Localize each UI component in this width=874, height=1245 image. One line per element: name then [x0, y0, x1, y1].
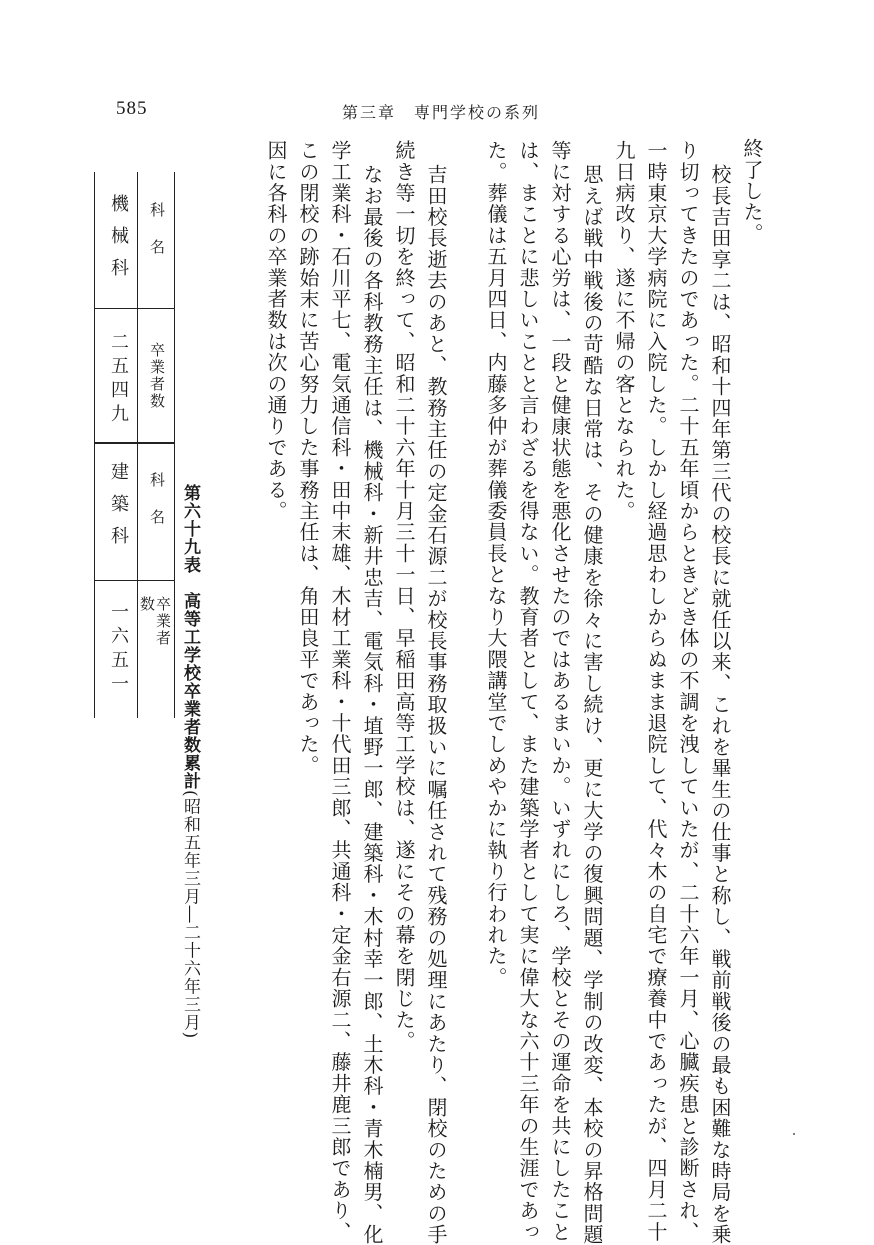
graduates-table [94, 172, 175, 718]
header-divider [137, 172, 138, 718]
text-column: 一時東京大学病院に入院した。しかし経過思わしからぬまま退院して、代々木の自宅で療養中であったが、四月二十 [644, 140, 668, 1243]
text-column: 等に対する心労は、一段と健康状態を悪化させたのではあるまいか。いずれにしろ、学校とその運命を共にしたこと [548, 140, 572, 1243]
page-number: 585 [116, 98, 148, 119]
text-column: 因に各科の卒業者数は次の通りである。 [264, 140, 288, 522]
table-cell-subject: 建築科 [108, 462, 129, 558]
text-column: 終了した。 [740, 138, 764, 244]
table-cell-subject: 機械科 [108, 194, 129, 290]
table-subtitle: (昭和五年三月―二十六年三月) [180, 790, 200, 1040]
text-column: 校長吉田享二は、昭和十四年第三代の校長に就任以来、これを畢生の仕事と称し、戦前戦後の最も困難な時局を乗 [708, 164, 732, 1245]
text-column: この閉校の跡始末に苦心努力した事務主任は、角田良平であった。 [296, 140, 320, 776]
text-column: り切ってきたのであった。二十五年頃からときどき体の不調を洩していたが、二十六年一月、心臓疾患と診断され、 [676, 140, 700, 1243]
column-divider [95, 580, 174, 581]
text-column: 九日病改り、遂に不帰の客となられた。 [612, 140, 636, 522]
text-column: 学工業科・石川平七、電気通信科・田中末雄、木材工業科・十代田三郎、共通科・定金右源二、藤井鹿三郎であり、 [328, 140, 352, 1243]
text-column: 思えば戦中戦後の苛酷な日常は、その健康を徐々に害し続け、更に大学の復興問題、学制の改変、本校の昇格問題 [580, 164, 604, 1245]
header-graduates: 卒業者数 [138, 596, 172, 647]
header-subject: 科名 [148, 472, 166, 546]
text-column: は、まことに悲しいことと言わざるを得ない。教育者として、また建築学者として実に偉大な六十三年の生涯であっ [516, 140, 540, 1243]
text-column: た。葬儀は五月四日、内藤多仲が葬儀委員長となり大隈講堂でしめやかに執り行われた。 [484, 140, 508, 988]
column-divider [95, 308, 174, 309]
text-column: なお最後の各科教務主任は、機械科・新井忠吉、電気科・埴野一郎、建築科・木村幸一郎、土木科・青木楠男、化 [360, 164, 384, 1245]
column-divider [95, 442, 174, 444]
table-title-main: 第六十九表 高等工学校卒業者数累計 [180, 484, 200, 790]
table-cell-graduates: 二五四九 [108, 332, 129, 428]
table-cell-graduates: 一六五一 [108, 602, 129, 698]
header-graduates: 卒業者数 [148, 342, 166, 410]
scan-speck [793, 1133, 795, 1135]
text-column: 続き等一切を終って、昭和二十六年十月三十一日、早稲田高等工学校は、遂にその幕を閉じた。 [392, 140, 416, 1052]
header-subject: 科名 [148, 202, 166, 276]
text-column: 吉田校長逝去のあと、教務主任の定金石源二が校長事務取扱いに嘱任されて残務の処理にあたり、閉校のための手 [424, 164, 448, 1245]
running-head: 第三章 専門学校の系列 [342, 103, 541, 122]
table-title [178, 484, 203, 1039]
